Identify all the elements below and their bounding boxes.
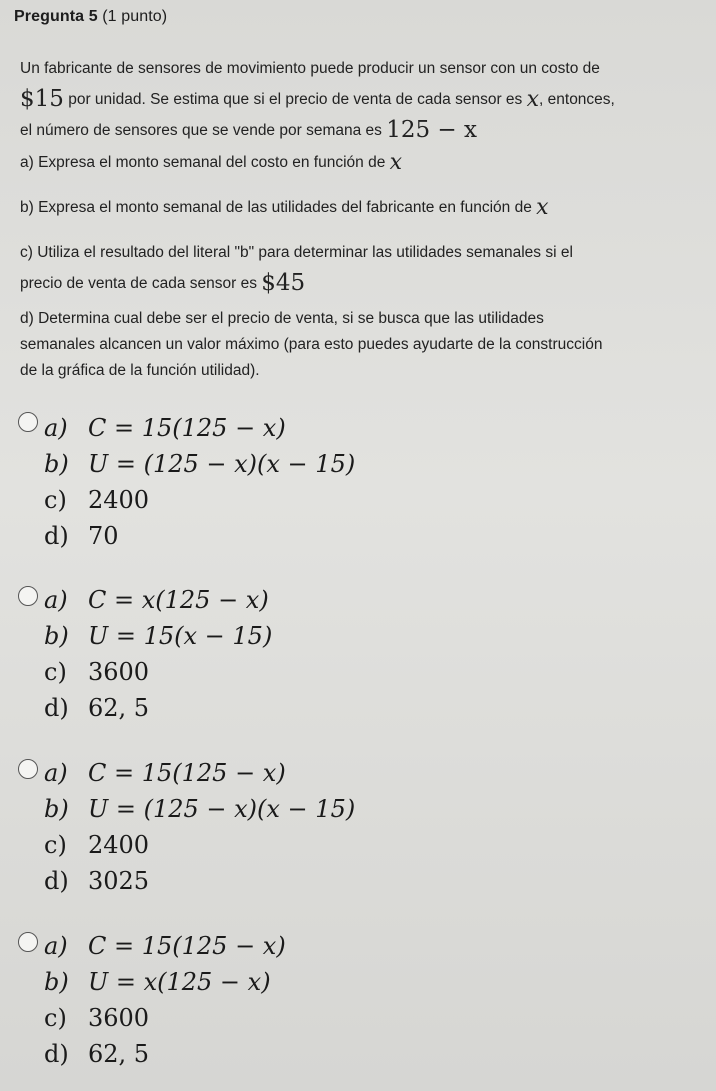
option-line-d: d) 62, 5 xyxy=(44,1040,150,1068)
answer-option-3[interactable] xyxy=(18,755,678,905)
option-line-c: c) 2400 xyxy=(44,831,150,859)
part-a-text: a) Expresa el monto semanal del costo en función de x xyxy=(20,150,403,175)
question-intro xyxy=(20,54,700,146)
sale-price: $45 xyxy=(261,270,306,296)
question-title xyxy=(14,8,167,26)
answer-option-1[interactable] xyxy=(18,408,678,558)
option-line-a: a) C = 15(125 − x) xyxy=(44,932,286,960)
answer-option-4[interactable] xyxy=(18,928,678,1078)
question-points: (1 punto) xyxy=(102,8,168,25)
option-line-d: d) 70 xyxy=(44,522,119,550)
radio-button[interactable] xyxy=(18,586,38,606)
option-line-d: d) 62, 5 xyxy=(44,694,150,722)
radio-button[interactable] xyxy=(18,412,38,432)
part-d-text: d) Determina cual debe ser el precio de venta, si se busca que las utilidades semanales alcancen un valor máximo (para esto puedes ayudarte de la construcción de la gráfica de la función utilidad). xyxy=(20,310,603,379)
option-line-a: a) C = 15(125 − x) xyxy=(44,414,286,442)
intro-line-1: Un fabricante de sensores de movimiento puede producir un sensor con un costo de xyxy=(20,60,600,77)
option-line-b: b) U = x(125 − x) xyxy=(44,968,271,996)
option-line-b: b) U = (125 − x)(x − 15) xyxy=(44,795,356,823)
radio-button[interactable] xyxy=(18,932,38,952)
option-line-b: b) U = 15(x − 15) xyxy=(44,622,273,650)
option-line-d: d) 3025 xyxy=(44,867,150,895)
option-line-c: c) 3600 xyxy=(44,1004,150,1032)
option-line-a: a) C = 15(125 − x) xyxy=(44,759,286,787)
option-line-c: c) 3600 xyxy=(44,658,150,686)
part-b-text: b) Expresa el monto semanal de las utilidades del fabricante en función de x xyxy=(20,195,549,220)
option-line-a: a) C = x(125 − x) xyxy=(44,586,269,614)
sales-expression: 125 − x xyxy=(386,117,477,143)
price-variable: x xyxy=(526,87,540,112)
intro-line-2: $15 por unidad. Se estima que si el precio de venta de cada sensor es x, entonces, xyxy=(20,86,615,112)
question-number: Pregunta 5 xyxy=(14,8,98,25)
option-line-b: b) U = (125 − x)(x − 15) xyxy=(44,450,356,478)
unit-cost: $15 xyxy=(20,86,64,112)
part-c-text: c) Utiliza el resultado del literal "b" para determinar las utilidades semanales si el precio de venta de cada sensor es $45 xyxy=(20,244,573,296)
intro-line-3: el número de sensores que se vende por semana es 125 − x xyxy=(20,117,477,143)
option-line-c: c) 2400 xyxy=(44,486,150,514)
answer-option-2[interactable] xyxy=(18,582,678,732)
radio-button[interactable] xyxy=(18,759,38,779)
